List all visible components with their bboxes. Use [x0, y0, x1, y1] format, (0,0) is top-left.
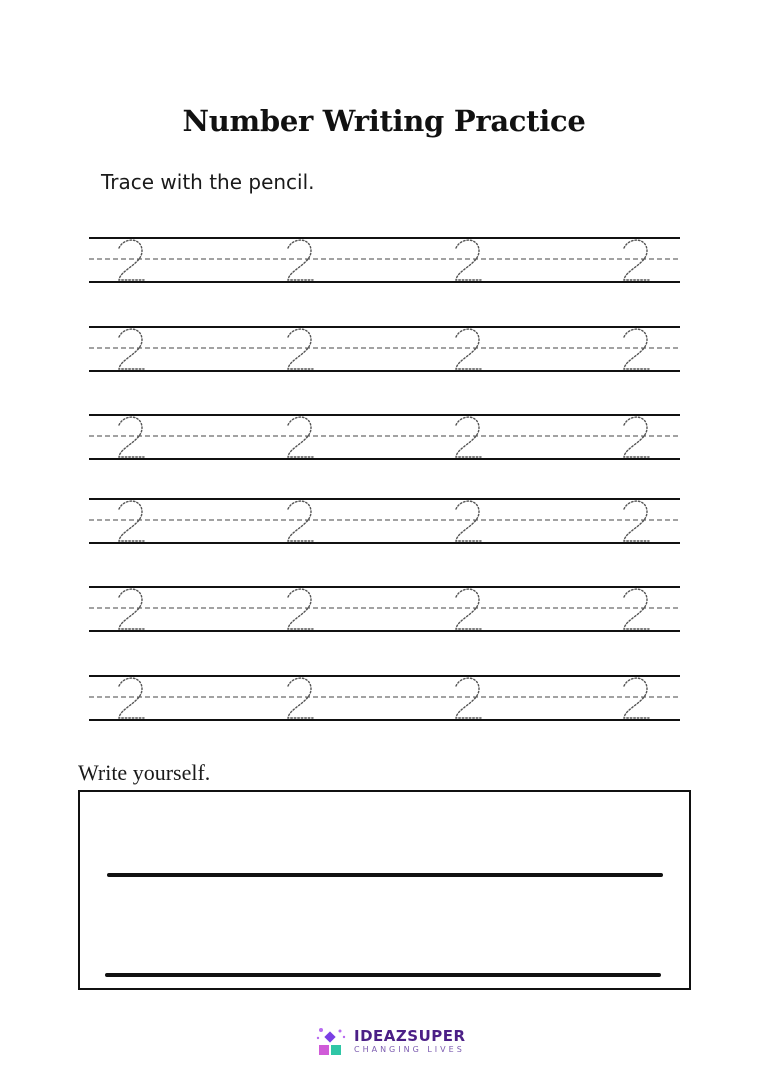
trace-digit-2: [624, 329, 649, 369]
writing-line: [105, 973, 661, 977]
logo-icon: [316, 1025, 350, 1059]
trace-digit-2: [119, 329, 144, 369]
trace-digit-2: [456, 501, 481, 541]
logo-tagline: CHANGING LIVES: [354, 1045, 465, 1054]
trace-digit-2: [624, 240, 649, 280]
trace-digit-2: [624, 678, 649, 718]
trace-digit-2: [288, 417, 313, 457]
trace-digit-2: [456, 329, 481, 369]
trace-digit-2: [288, 240, 313, 280]
write-instruction: Write yourself.: [78, 760, 211, 785]
trace-digit-2: [624, 589, 649, 629]
trace-digit-2: [624, 417, 649, 457]
trace-digit-2: [119, 417, 144, 457]
brand-logo: [316, 1024, 486, 1060]
trace-digit-2: [119, 501, 144, 541]
trace-digit-2: [288, 501, 313, 541]
writing-line: [107, 873, 663, 877]
trace-digit-2: [119, 678, 144, 718]
trace-digit-2: [119, 240, 144, 280]
trace-digit-2: [624, 501, 649, 541]
trace-digit-2: [456, 589, 481, 629]
trace-digit-2: [456, 417, 481, 457]
trace-digit-2: [456, 240, 481, 280]
trace-digit-2: [456, 678, 481, 718]
trace-digit-2: [288, 589, 313, 629]
writing-box[interactable]: [78, 790, 691, 990]
trace-instruction: Trace with the pencil.: [101, 170, 315, 194]
logo-name: IDEAZSUPER: [354, 1027, 466, 1045]
trace-digit-2: [288, 329, 313, 369]
worksheet-title: Number Writing Practice: [182, 104, 586, 138]
trace-digit-2: [288, 678, 313, 718]
trace-digit-2: [119, 589, 144, 629]
